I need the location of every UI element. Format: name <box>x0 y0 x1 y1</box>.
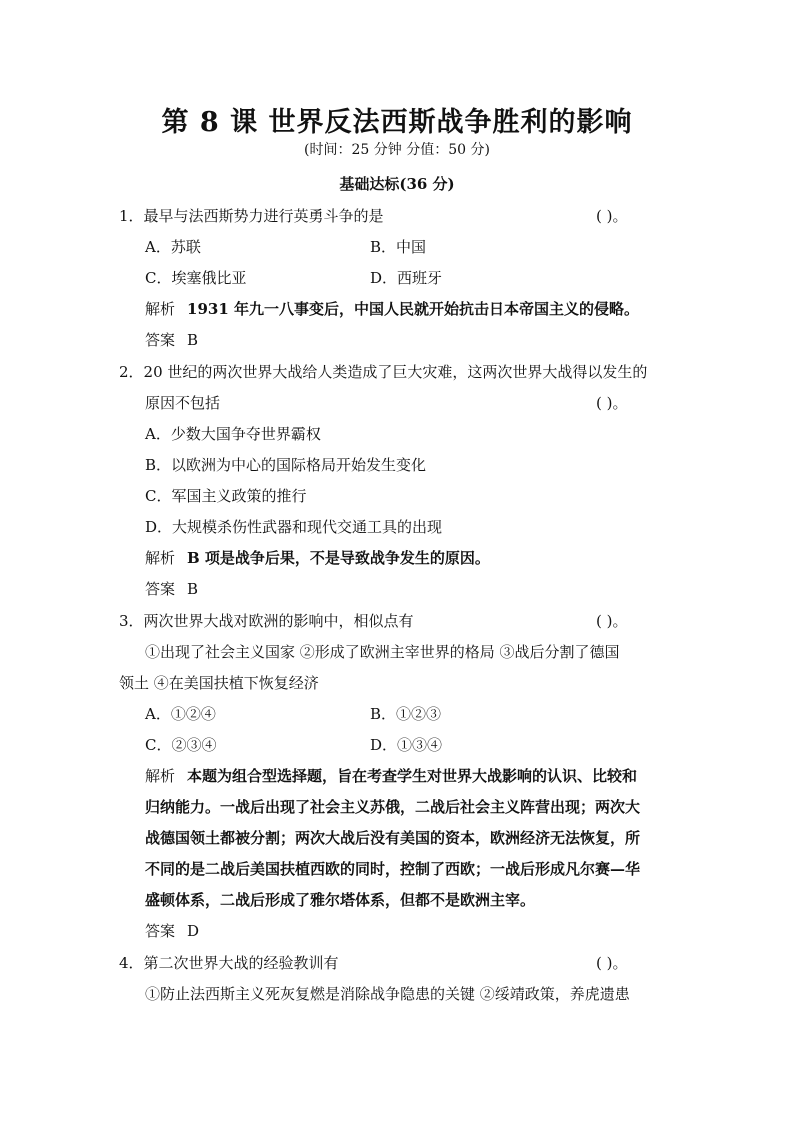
answer-label: 答案 <box>145 331 176 349</box>
q2-answer <box>145 579 198 599</box>
q3-answer <box>145 921 199 941</box>
q2-answer-blank: ( )。 <box>596 394 628 412</box>
q2-option-c: C．军国主义政策的推行 <box>145 487 307 505</box>
q1-option-b: B．中国 <box>370 238 427 256</box>
q3-answer-blank: ( )。 <box>596 612 628 630</box>
q2-answer-value: B <box>187 580 199 598</box>
section-heading: 基础达标(36 分) <box>339 175 455 193</box>
q2-stem-line1: 2．20 世纪的两次世界大战给人类造成了巨大灾难，这两次世界大战得以发生的 <box>119 363 648 381</box>
q2-option-a: A．少数大国争夺世界霸权 <box>145 425 321 443</box>
q1-option-c: C．埃塞俄比亚 <box>145 269 247 287</box>
q1-answer-value: B <box>187 331 199 349</box>
q1-analysis <box>145 299 639 319</box>
analysis-label: 解析 <box>145 300 176 318</box>
q3-analysis-line5: 盛顿体系，二战后形成了雅尔塔体系，但都不是欧洲主宰。 <box>145 891 536 909</box>
q2-option-b: B．以欧洲为中心的国际格局开始发生变化 <box>145 456 427 474</box>
q4-items-line1: ①防止法西斯主义死灰复燃是消除战争隐患的关键 ②绥靖政策，养虎遗患 <box>145 985 630 1003</box>
q3-analysis-line2: 归纳能力。一战后出现了社会主义苏俄，二战后社会主义阵营出现；两次大 <box>145 798 641 816</box>
q2-stem-line2: 原因不包括 <box>145 394 221 412</box>
q3-option-b: B．①②③ <box>370 705 442 723</box>
q1-stem: 1．最早与法西斯势力进行英勇斗争的是 <box>119 207 384 225</box>
q3-answer-value: D <box>187 922 200 940</box>
q3-option-d: D．①③④ <box>370 736 443 754</box>
q2-analysis-text: B 项是战争后果，不是导致战争发生的原因。 <box>187 549 490 567</box>
q1-answer <box>145 330 198 350</box>
q1-option-a: A．苏联 <box>145 238 201 256</box>
q2-option-d: D．大规模杀伤性武器和现代交通工具的出现 <box>145 518 443 536</box>
q4-answer-blank: ( )。 <box>596 954 628 972</box>
q1-analysis-text: 1931 年九一八事变后，中国人民就开始抗击日本帝国主义的侵略。 <box>187 300 639 318</box>
q3-analysis-text1: 本题为组合型选择题，旨在考查学生对世界大战影响的认识、比较和 <box>187 767 638 785</box>
q3-option-a: A．①②④ <box>145 705 216 723</box>
q3-analysis-line3: 战德国领土都被分割；两次大战后没有美国的资本，欧洲经济无法恢复，所 <box>145 829 641 847</box>
answer-label: 答案 <box>145 580 176 598</box>
q3-stem: 3．两次世界大战对欧洲的影响中，相似点有 <box>119 612 414 630</box>
q3-items-line2: 领土 ④在美国扶植下恢复经济 <box>119 674 319 692</box>
analysis-label: 解析 <box>145 549 176 567</box>
q1-option-d: D．西班牙 <box>370 269 443 287</box>
page-title: 第 8 课 世界反法西斯战争胜利的影响 <box>161 107 633 138</box>
q3-option-c: C．②③④ <box>145 736 217 754</box>
answer-label: 答案 <box>145 922 176 940</box>
q3-analysis-line4: 不同的是二战后美国扶植西欧的同时，控制了西欧；一战后形成凡尔赛—华 <box>145 860 641 878</box>
q2-analysis <box>145 548 490 568</box>
q4-stem: 4．第二次世界大战的经验教训有 <box>119 954 339 972</box>
analysis-label: 解析 <box>145 767 176 785</box>
time-score-info: (时间：25 分钟 分值：50 分) <box>304 142 490 158</box>
q3-analysis-line1 <box>145 766 637 786</box>
q1-answer-blank: ( )。 <box>596 207 628 225</box>
q3-items-line1: ①出现了社会主义国家 ②形成了欧洲主宰世界的格局 ③战后分割了德国 <box>145 643 620 661</box>
